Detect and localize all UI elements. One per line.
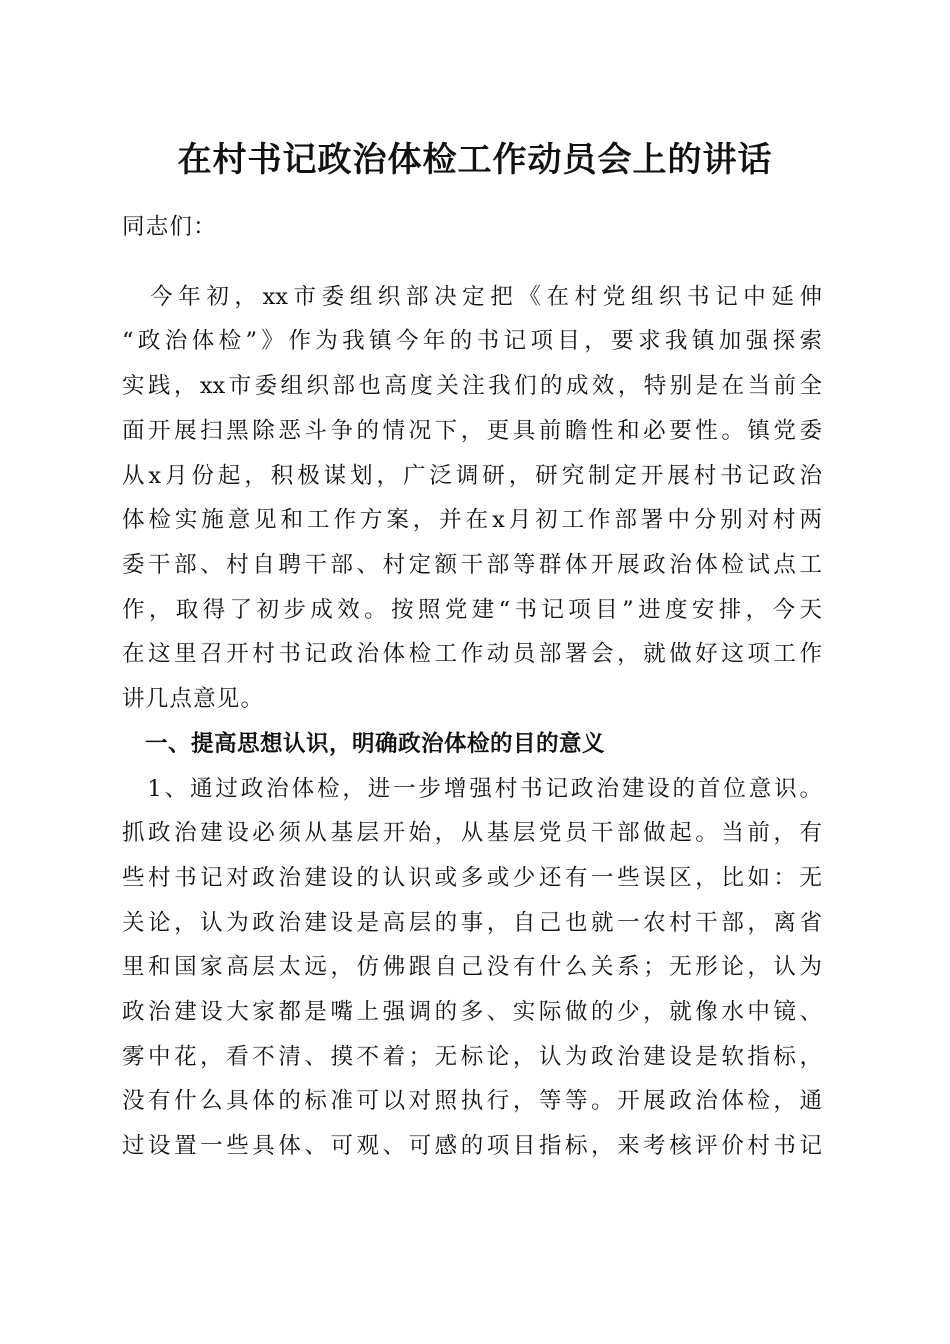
paragraph-line: 委干部、村自聘干部、村定额干部等群体开展政治体检试点工 xyxy=(122,552,822,578)
paragraph-line: “政治体检”》作为我镇今年的书记项目，要求我镇加强探索 xyxy=(122,328,822,354)
paragraph-line: 关论，认为政治建设是高层的事，自己也就一农村干部，离省 xyxy=(122,910,822,936)
section-heading: 一、提高思想认识，明确政治体检的目的意义 xyxy=(122,731,606,757)
salutation: 同志们： xyxy=(122,214,217,240)
paragraph-line: 政治建设大家都是嘴上强调的多、实际做的少，就像水中镜、 xyxy=(122,999,822,1025)
paragraph-line: 讲几点意见。 xyxy=(122,686,265,712)
paragraph-line: 过设置一些具体、可观、可感的项目指标，来考核评价村书记 xyxy=(122,1133,822,1159)
paragraph-line: 面开展扫黑除恶斗争的情况下，更具前瞻性和必要性。镇党委 xyxy=(122,418,822,444)
paragraph-line: 抓政治建设必须从基层开始，从基层党员干部做起。当前，有 xyxy=(122,820,822,846)
paragraph-line: 1、通过政治体检，进一步增强村书记政治建设的首位意识。 xyxy=(122,776,822,802)
document-title: 在村书记政治体检工作动员会上的讲话 xyxy=(177,140,773,180)
paragraph-line: 没有什么具体的标准可以对照执行，等等。开展政治体检，通 xyxy=(122,1088,822,1114)
paragraph-line: 实践，xx市委组织部也高度关注我们的成效，特别是在当前全 xyxy=(122,373,822,399)
paragraph-line: 雾中花，看不清、摸不着；无标论，认为政治建设是软指标， xyxy=(122,1044,822,1070)
paragraph-line: 今年初，xx市委组织部决定把《在村党组织书记中延伸 xyxy=(122,284,822,310)
paragraph-line: 从x月份起，积极谋划，广泛调研，研究制定开展村书记政治 xyxy=(122,463,822,489)
paragraph-line: 里和国家高层太远，仿佛跟自己没有什么关系；无形论，认为 xyxy=(122,954,822,980)
paragraph-line: 些村书记对政治建设的认识或多或少还有一些误区，比如：无 xyxy=(122,865,822,891)
paragraph-line: 在这里召开村书记政治体检工作动员部署会，就做好这项工作 xyxy=(122,641,822,667)
paragraph-line: 作，取得了初步成效。按照党建“书记项目”进度安排，今天 xyxy=(122,597,822,623)
paragraph-line: 体检实施意见和工作方案，并在x月初工作部署中分别对村两 xyxy=(122,507,822,533)
